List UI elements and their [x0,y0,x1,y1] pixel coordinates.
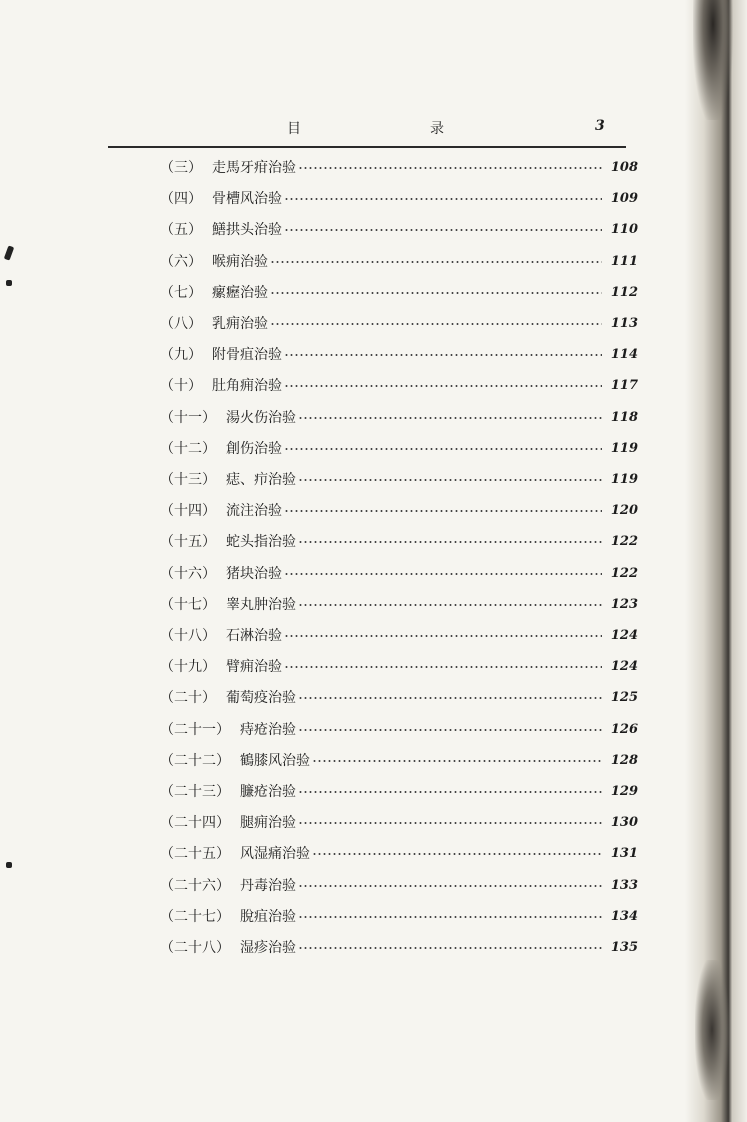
toc-entry-title: 石淋治验 [226,628,282,644]
toc-entry-title: 喉痈治验 [212,253,268,270]
toc-entry [160,655,638,679]
toc-leader-dots [298,479,602,481]
toc-entry-page: 126 [610,721,638,737]
scan-ink-blot-bottom [695,960,729,1100]
toc-entry-page: 133 [610,877,638,893]
toc-entry-number: （十七） [160,596,216,613]
toc-leader-dots [298,417,602,419]
toc-entry [160,468,638,492]
toc-entry [160,156,638,180]
toc-entry-page: 120 [610,503,638,519]
toc-leader-dots [284,229,602,231]
toc-entry-title: 风湿痛治验 [240,846,310,863]
toc-entry-number: （六） [160,253,202,270]
toc-entry-title: 臂痈治验 [226,659,282,676]
toc-leader-dots [298,167,602,169]
toc-entry [160,718,638,742]
toc-entry-number: （八） [160,316,202,332]
toc-entry-title: 脫疽治验 [240,908,296,925]
toc-entry-page: 113 [610,316,638,331]
scan-mark [6,280,12,286]
toc-entry [160,780,638,804]
toc-entry [160,343,638,367]
toc-entry-number: （十五） [160,534,216,551]
toc-entry-page: 122 [610,534,638,550]
toc-entry [160,281,638,305]
toc-entry [160,936,638,960]
toc-entry-title: 丹毒治验 [240,877,296,894]
toc-entry-page: 135 [610,940,638,955]
toc-entry-title: 臁疮治验 [240,784,296,800]
toc-entry-title: 鶴膝风治验 [240,752,310,769]
toc-entry-title: 腿痈治验 [240,815,296,832]
scan-mark [4,245,14,260]
scan-ink-blot-top [693,0,733,120]
toc-entry [160,811,638,835]
toc-entry-page: 130 [610,815,638,831]
toc-entry-page: 110 [610,222,638,238]
toc-entry-number: （三） [160,160,202,176]
toc-entry-number: （二十二） [160,752,230,769]
toc-entry [160,905,638,929]
toc-leader-dots [284,385,602,387]
toc-leader-dots [298,729,602,731]
toc-leader-dots [284,354,602,356]
toc-entry-number: （九） [160,347,202,364]
toc-leader-dots [312,853,602,855]
toc-entry-title: 猪块治验 [226,565,282,582]
toc-entry-number: （十八） [160,628,216,644]
toc-leader-dots [312,760,602,762]
toc-leader-dots [298,885,602,887]
toc-entry [160,437,638,461]
toc-entry-title: 痣、疖治验 [226,472,296,488]
toc-entry-title: 鱔拱头治验 [212,222,282,239]
toc-entry-number: （二十） [160,690,216,707]
toc-entry-number: （十一） [160,409,216,426]
scan-mark [6,862,12,868]
toc-leader-dots [270,323,602,325]
toc-entry-number: （二十一） [160,721,230,738]
running-header [115,118,615,142]
scan-edge-shadow [685,0,747,1122]
toc-leader-dots [284,510,602,512]
toc-entry-title: 肚角痈治验 [212,378,282,395]
toc-entry-number: （十三） [160,472,216,488]
toc-entry [160,312,638,336]
toc-entry [160,406,638,430]
toc-entry-number: （二十三） [160,784,230,800]
toc-entry-number: （十二） [160,440,216,457]
toc-entry-number: （十） [160,378,202,395]
toc-leader-dots [298,541,602,543]
toc-entry [160,842,638,866]
toc-entry-number: （十九） [160,659,216,676]
toc-entry-page: 128 [610,752,638,768]
toc-entry-title: 流注治验 [226,503,282,520]
toc-leader-dots [284,666,602,668]
header-title-left: 目 [287,121,301,137]
toc-entry-page: 122 [610,565,638,581]
toc-entry-title: 走馬牙疳治验 [212,160,296,176]
toc-entry-title: 瘰癧治验 [212,284,268,301]
toc-entry-page: 111 [610,253,638,269]
toc-leader-dots [284,198,602,200]
toc-leader-dots [270,292,602,294]
header-title-right: 录 [430,121,444,137]
toc-entry [160,187,638,211]
toc-entry-number: （十六） [160,565,216,582]
toc-entry [160,530,638,554]
toc-entry-page: 124 [610,659,638,675]
toc-leader-dots [284,573,602,575]
toc-entry-page: 119 [610,440,638,456]
toc-leader-dots [298,791,602,793]
toc-entry [160,593,638,617]
toc-entry-page: 114 [610,347,638,363]
toc-entry-page: 112 [610,284,638,300]
toc-entry-title: 乳痈治验 [212,316,268,332]
toc-entry [160,624,638,648]
toc-entry-page: 125 [610,690,638,706]
toc-entry-page: 123 [610,596,638,612]
toc-entry-number: （二十五） [160,846,230,863]
toc-entry-number: （二十七） [160,908,230,925]
toc-entry-page: 109 [610,191,638,207]
toc-entry-number: （五） [160,222,202,239]
toc-entry [160,749,638,773]
toc-leader-dots [298,697,602,699]
toc-entry-title: 湿疹治验 [240,940,296,956]
toc-leader-dots [284,448,602,450]
toc-entry [160,874,638,898]
toc-entry-title: 蛇头指治验 [226,534,296,551]
toc-entry-page: 118 [610,409,638,425]
toc-entry [160,686,638,710]
toc-entry-page: 117 [610,378,638,394]
toc-entry-page: 108 [610,160,638,175]
toc-entry-page: 129 [610,784,638,799]
toc-leader-dots [298,916,602,918]
toc-leader-dots [298,604,602,606]
toc-entry-number: （十四） [160,503,216,520]
toc-leader-dots [298,947,602,949]
header-rule [108,146,626,148]
toc-entry [160,250,638,274]
toc-entry-page: 119 [610,472,638,487]
toc-entry-number: （二十四） [160,815,230,832]
toc-entry-number: （二十六） [160,877,230,894]
toc-leader-dots [284,635,602,637]
toc-entry-number: （二十八） [160,940,230,956]
toc-entry-page: 124 [610,628,638,643]
toc-entry-title: 湯火伤治验 [226,409,296,426]
toc-entry-page: 134 [610,908,638,924]
toc-entry [160,562,638,586]
toc-entry [160,218,638,242]
toc-entry [160,499,638,523]
toc-entry-title: 創伤治验 [226,440,282,457]
toc-entry-number: （四） [160,191,202,208]
toc-entry-title: 葡萄疫治验 [226,690,296,707]
toc-entry-title: 睾丸肿治验 [226,596,296,613]
toc-entry [160,374,638,398]
toc-leader-dots [270,261,602,263]
toc-entry-title: 附骨疽治验 [212,347,282,364]
toc-entry-title: 骨槽风治验 [212,191,282,208]
toc-leader-dots [298,822,602,824]
header-page-number: 3 [595,118,605,134]
toc-entry-page: 131 [610,846,638,862]
toc-entry-title: 痔疮治验 [240,721,296,738]
toc-entry-number: （七） [160,284,202,301]
